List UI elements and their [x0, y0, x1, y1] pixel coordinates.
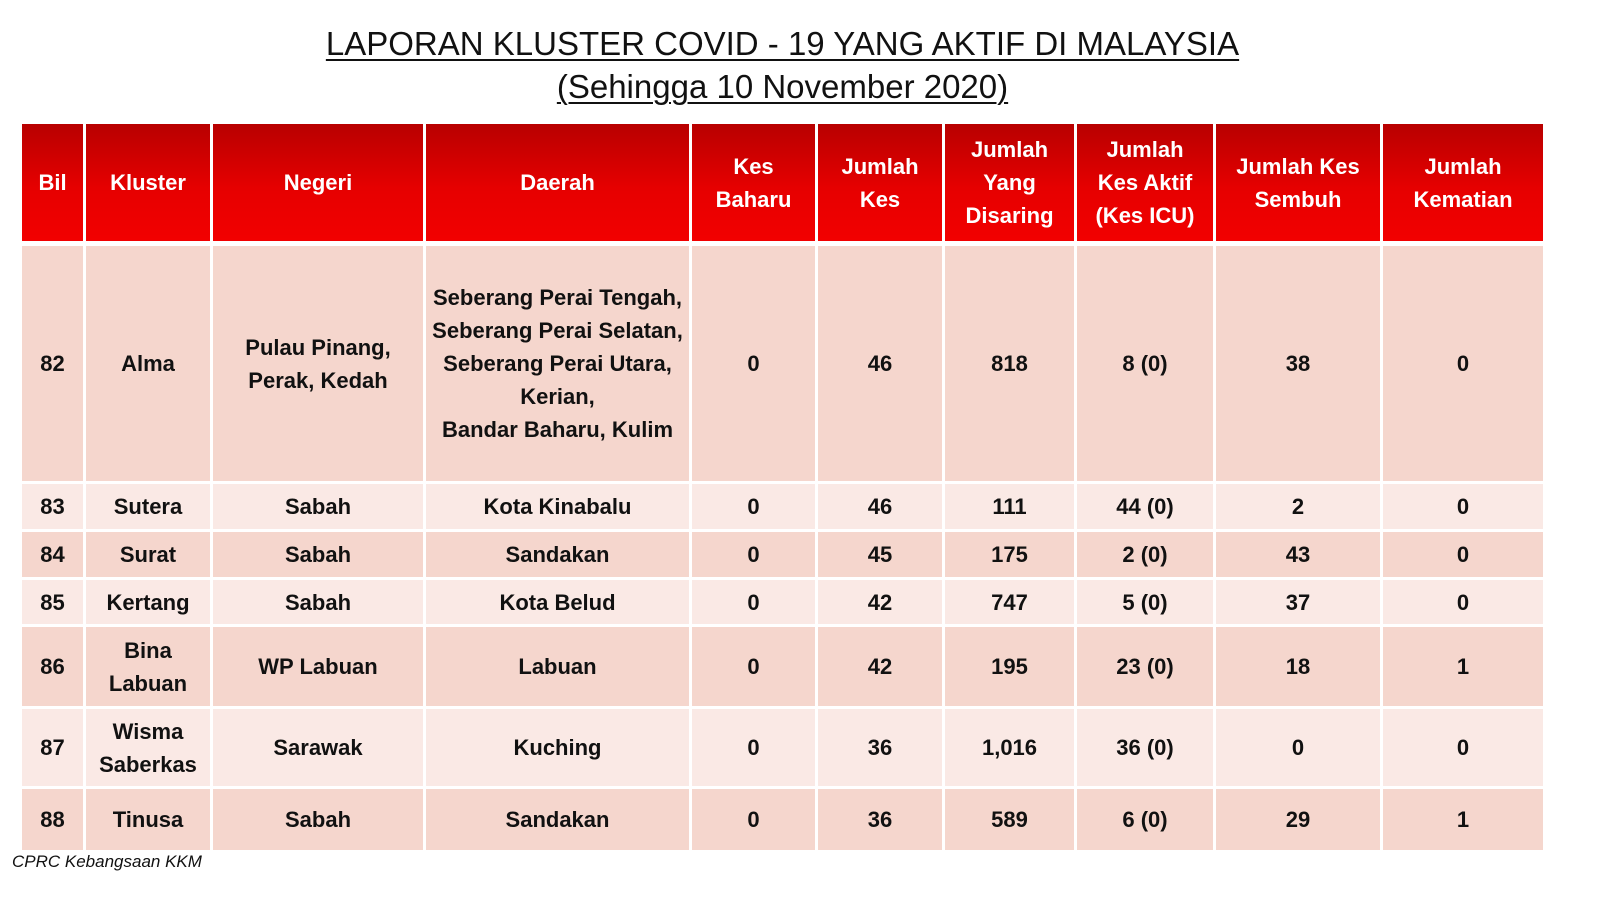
source-credit: CPRC Kebangsaan KKM	[12, 852, 202, 871]
cell-daerah: Sandakan	[426, 532, 692, 580]
cell-jumlah-kematian: 0	[1383, 709, 1543, 789]
cell-kes-baharu: 0	[692, 789, 818, 853]
cell-jumlah-kes-aktif: 6 (0)	[1077, 789, 1216, 853]
cell-jumlah-disaring: 747	[945, 580, 1077, 627]
cell-jumlah-disaring: 589	[945, 789, 1077, 853]
cell-jumlah-disaring: 195	[945, 627, 1077, 709]
cell-kes-baharu: 0	[692, 484, 818, 532]
table-row	[22, 484, 1543, 532]
cell-kluster: Kertang	[86, 580, 213, 627]
cell-jumlah-kes: 36	[818, 789, 945, 853]
cell-daerah: Sandakan	[426, 789, 692, 853]
header-daerah: Daerah	[426, 124, 692, 246]
cell-negeri: Sabah	[213, 789, 426, 853]
cluster-table	[22, 124, 1543, 853]
cell-jumlah-kes-sembuh: 29	[1216, 789, 1383, 853]
cell-kes-baharu: 0	[692, 532, 818, 580]
cell-jumlah-kes-aktif: 2 (0)	[1077, 532, 1216, 580]
cell-daerah: Kota Kinabalu	[426, 484, 692, 532]
cell-kluster: Alma	[86, 246, 213, 484]
cell-bil: 83	[22, 484, 86, 532]
cell-daerah: Labuan	[426, 627, 692, 709]
cell-jumlah-kes-aktif: 44 (0)	[1077, 484, 1216, 532]
header-kluster: Kluster	[86, 124, 213, 246]
header-jumlah-kes-aktif: Jumlah Kes Aktif (Kes ICU)	[1077, 124, 1216, 246]
header-jumlah-kes: Jumlah Kes	[818, 124, 945, 246]
cell-daerah: Seberang Perai Tengah, Seberang Perai Selatan, Seberang Perai Utara, Kerian, Bandar Baharu, Kulim	[426, 246, 692, 484]
cell-jumlah-kes: 36	[818, 709, 945, 789]
header-negeri: Negeri	[213, 124, 426, 246]
cell-kluster: Surat	[86, 532, 213, 580]
cell-jumlah-disaring: 1,016	[945, 709, 1077, 789]
table-row	[22, 246, 1543, 484]
cell-jumlah-kes: 42	[818, 580, 945, 627]
cell-jumlah-kes-aktif: 8 (0)	[1077, 246, 1216, 484]
cell-kluster: Sutera	[86, 484, 213, 532]
cell-negeri: Sabah	[213, 484, 426, 532]
cell-kes-baharu: 0	[692, 709, 818, 789]
header-bil: Bil	[22, 124, 86, 246]
table-row	[22, 627, 1543, 709]
cell-bil: 88	[22, 789, 86, 853]
cell-bil: 84	[22, 532, 86, 580]
cell-kluster: Bina Labuan	[86, 627, 213, 709]
cell-jumlah-disaring: 111	[945, 484, 1077, 532]
cell-jumlah-kes-sembuh: 38	[1216, 246, 1383, 484]
cell-jumlah-kes: 45	[818, 532, 945, 580]
cell-jumlah-kes-sembuh: 2	[1216, 484, 1383, 532]
cell-daerah: Kota Belud	[426, 580, 692, 627]
cell-jumlah-kematian: 1	[1383, 789, 1543, 853]
cell-jumlah-kes-aktif: 36 (0)	[1077, 709, 1216, 789]
cell-jumlah-kematian: 0	[1383, 246, 1543, 484]
cell-jumlah-kematian: 0	[1383, 580, 1543, 627]
cell-jumlah-kes-sembuh: 0	[1216, 709, 1383, 789]
cell-jumlah-kes-sembuh: 37	[1216, 580, 1383, 627]
cell-kes-baharu: 0	[692, 627, 818, 709]
cell-kes-baharu: 0	[692, 580, 818, 627]
cell-jumlah-kes-aktif: 23 (0)	[1077, 627, 1216, 709]
table-header-row	[22, 124, 1543, 246]
cell-jumlah-kes: 42	[818, 627, 945, 709]
report-title	[0, 22, 1565, 108]
cell-jumlah-kes-sembuh: 18	[1216, 627, 1383, 709]
header-kes-baharu: Kes Baharu	[692, 124, 818, 246]
cell-jumlah-kematian: 1	[1383, 627, 1543, 709]
cell-jumlah-kematian: 0	[1383, 532, 1543, 580]
cell-jumlah-kes-sembuh: 43	[1216, 532, 1383, 580]
cell-bil: 82	[22, 246, 86, 484]
cell-bil: 87	[22, 709, 86, 789]
cell-jumlah-kematian: 0	[1383, 484, 1543, 532]
cell-kluster: Tinusa	[86, 789, 213, 853]
cell-kluster: Wisma Saberkas	[86, 709, 213, 789]
table-row	[22, 580, 1543, 627]
cell-negeri: Sarawak	[213, 709, 426, 789]
cell-jumlah-disaring: 818	[945, 246, 1077, 484]
table-row	[22, 532, 1543, 580]
report-title-date: (Sehingga 10 November 2020)	[556, 68, 1009, 105]
cell-bil: 85	[22, 580, 86, 627]
cell-negeri: Sabah	[213, 580, 426, 627]
cell-jumlah-kes: 46	[818, 246, 945, 484]
cell-jumlah-kes-aktif: 5 (0)	[1077, 580, 1216, 627]
cell-negeri: Sabah	[213, 532, 426, 580]
cell-kes-baharu: 0	[692, 246, 818, 484]
cell-daerah: Kuching	[426, 709, 692, 789]
header-jumlah-kes-sembuh: Jumlah Kes Sembuh	[1216, 124, 1383, 246]
header-jumlah-kematian: Jumlah Kematian	[1383, 124, 1543, 246]
header-jumlah-disaring: Jumlah Yang Disaring	[945, 124, 1077, 246]
report-title-main: LAPORAN KLUSTER COVID - 19 YANG AKTIF DI MALAYSIA	[325, 25, 1240, 62]
cell-negeri: Pulau Pinang, Perak, Kedah	[213, 246, 426, 484]
cell-jumlah-disaring: 175	[945, 532, 1077, 580]
cell-negeri: WP Labuan	[213, 627, 426, 709]
table-row	[22, 789, 1543, 853]
cell-bil: 86	[22, 627, 86, 709]
table-row	[22, 709, 1543, 789]
cell-jumlah-kes: 46	[818, 484, 945, 532]
